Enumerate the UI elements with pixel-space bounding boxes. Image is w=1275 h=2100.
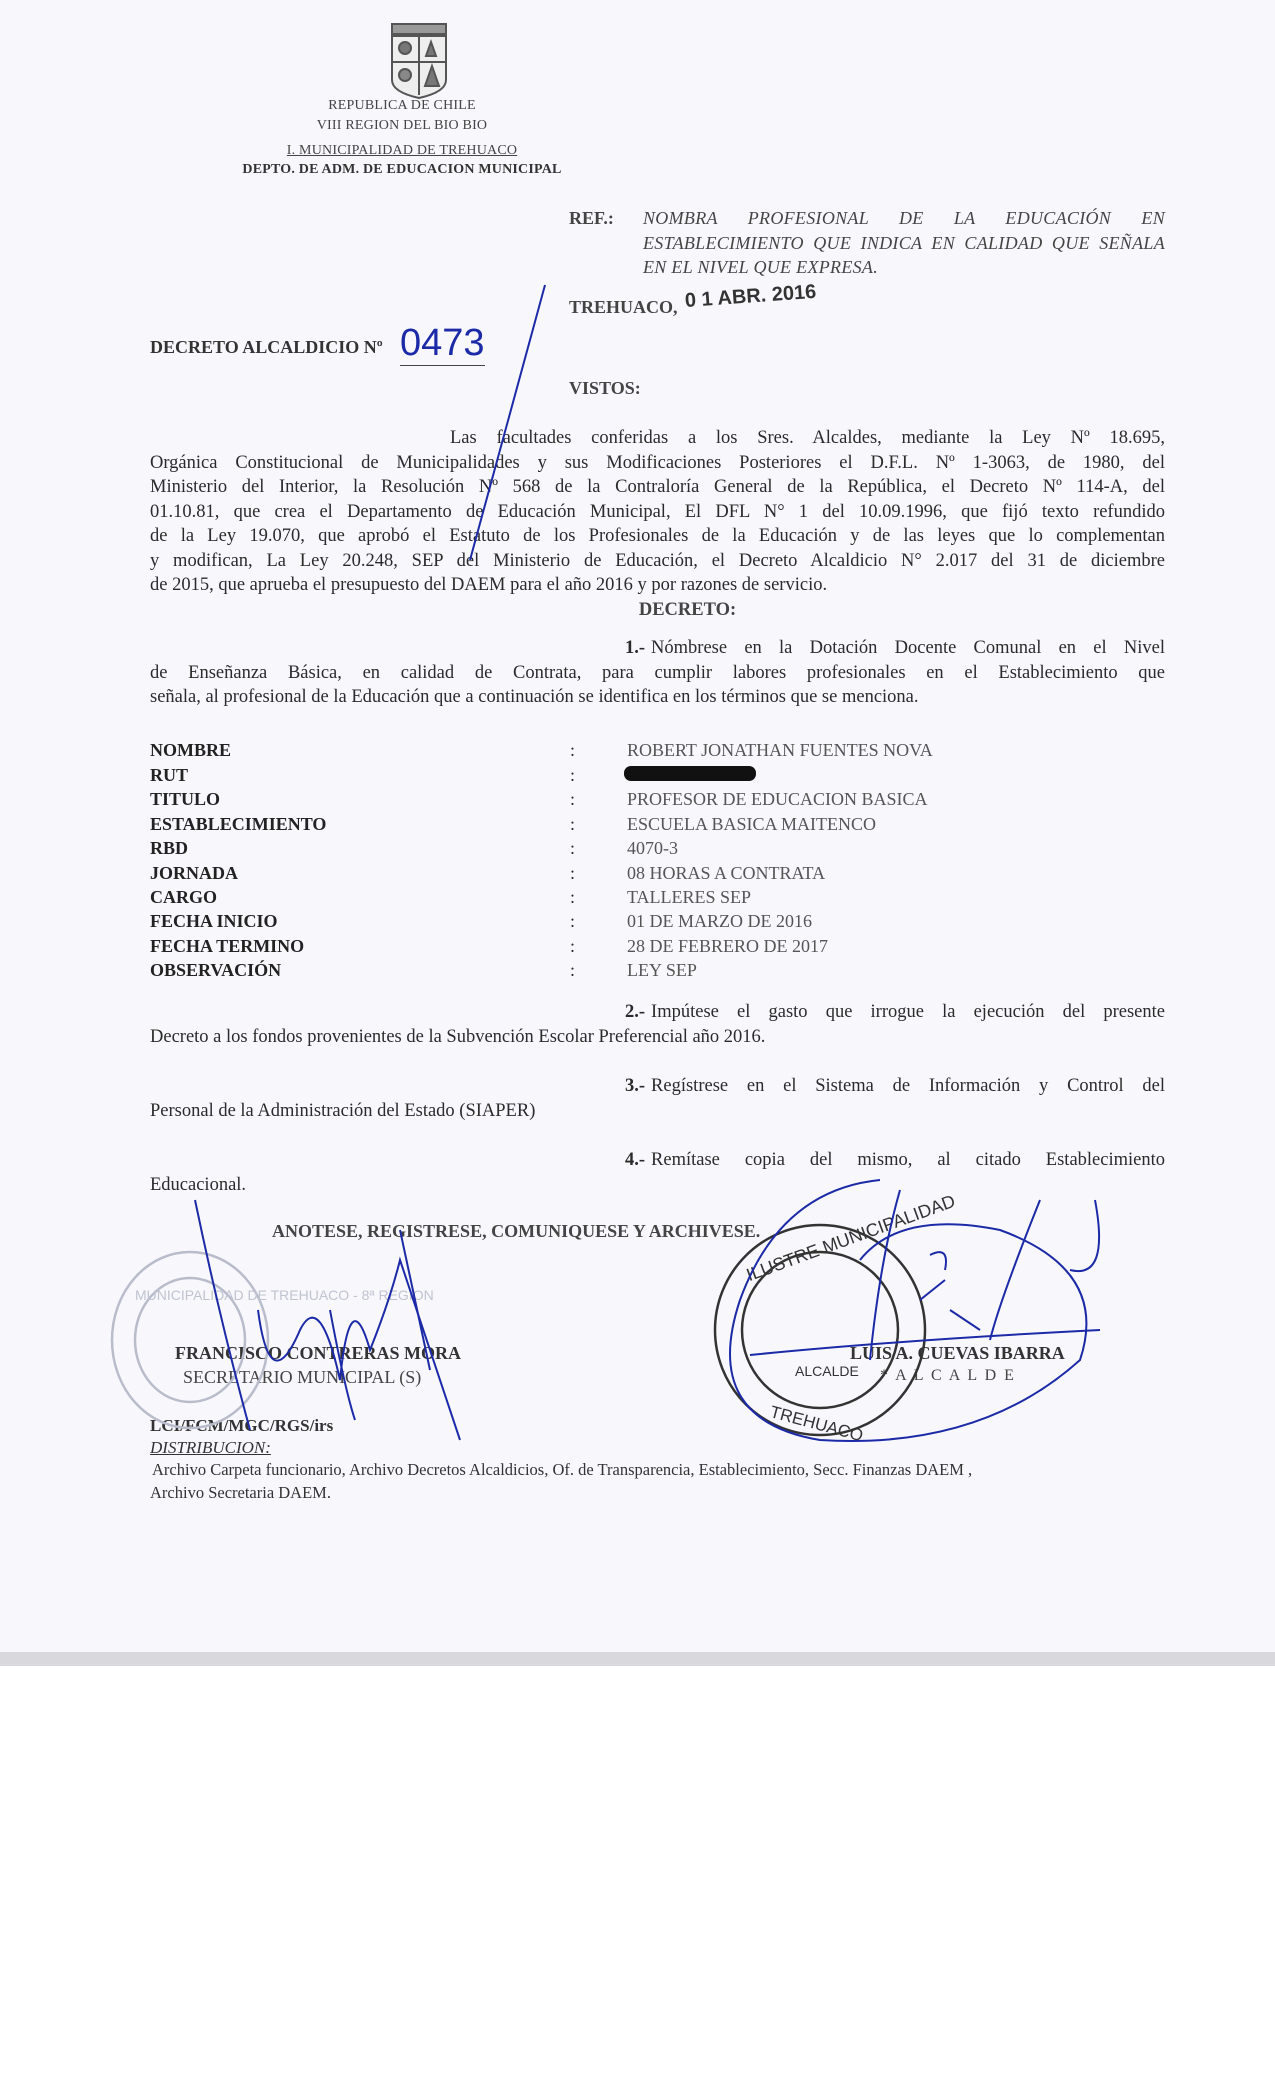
right-stamp-bottom: TREHUACO [768, 1402, 866, 1446]
right-stamp-top: ILUSTRE MUNICIPALIDAD [743, 1190, 958, 1286]
field-colon: : [570, 911, 576, 931]
header-municipality: I. MUNICIPALIDAD DE TREHUACO [286, 143, 518, 158]
field-row-titulo [150, 789, 1170, 813]
field-value: 4070-3 [627, 838, 678, 858]
field-row-rut [150, 765, 1170, 789]
field-colon: : [570, 936, 576, 956]
field-row-cargo [150, 887, 1170, 911]
field-row-fecha-inicio [150, 911, 1170, 935]
vistos-line: Orgánica Constitucional de Municipalidades y sus Modificaciones Posteriores el D.F.L. Nº 1-3063, de 1980, del [150, 452, 1165, 473]
article-number: 2.- [625, 1002, 646, 1022]
article-line: Educacional. [150, 1174, 247, 1195]
field-colon: : [570, 789, 576, 809]
ref-label: REF.: [569, 208, 614, 228]
article-line: Impútese el gasto que irrogue la ejecución del presente [651, 1002, 1165, 1022]
vistos-line: de la Ley 19.070, que aprobó el Estatuto de los Profesionales de la Educación y de las leyes que lo complementan [150, 526, 1165, 546]
secretary-title: SECRETARIO MUNICIPAL (S) [183, 1367, 422, 1387]
field-value: LEY SEP [627, 960, 697, 980]
vistos-label: VISTOS: [569, 378, 641, 398]
field-row-establecimiento [150, 814, 1170, 838]
article-number: 3.- [625, 1076, 646, 1096]
page-edge [0, 1652, 1275, 1666]
article-3 [150, 1074, 1165, 1123]
ref-line-2: ESTABLECIMIENTO QUE INDICA EN CALIDAD QUE SEÑALA [643, 233, 1165, 253]
field-row-jornada [150, 863, 1170, 887]
distribution-line: Archivo Carpeta funcionario, Archivo Decretos Alcaldicios, Of. de Transparencia, Establecimiento, Secc. Finanzas DAEM , [152, 1460, 973, 1479]
left-stamp-text: MUNICIPALIDAD DE TREHUACO - 8ª REGION [135, 1287, 434, 1303]
article-line: Remítase copia del mismo, al citado Establecimiento [651, 1150, 1165, 1170]
article-line: Regístrese en el Sistema de Información y Control del [651, 1076, 1165, 1096]
field-value: ROBERT JONATHAN FUENTES NOVA [627, 740, 933, 760]
vistos-line: y modifican, La Ley 20.248, SEP del Ministerio de Educación, el Decreto Alcaldicio N° 2.017 del 31 de diciembre [150, 550, 1165, 571]
distribution-line: Archivo Secretaria DAEM. [150, 1483, 331, 1502]
field-label: FECHA TERMINO [150, 936, 305, 956]
field-label: ESTABLECIMIENTO [150, 814, 327, 834]
field-label: OBSERVACIÓN [150, 960, 282, 980]
right-stamp-middle: ALCALDE [795, 1363, 859, 1379]
field-colon: : [570, 960, 576, 980]
field-row-observaci-n [150, 960, 1170, 984]
field-row-rbd [150, 838, 1170, 862]
header-region: VIII REGION DEL BIO BIO [316, 118, 488, 133]
decree-label: DECRETO ALCALDICIO Nº [150, 337, 383, 357]
article-line: señala, al profesional de la Educación que a continuación se identifica en los términos que se menciona. [150, 687, 919, 707]
field-label: FECHA INICIO [150, 911, 278, 931]
field-label: NOMBRE [150, 740, 231, 760]
decreto-heading: DECRETO: [638, 599, 737, 620]
secretary-name: FRANCISCO CONTRERAS MORA [175, 1343, 462, 1363]
field-colon: : [570, 838, 576, 858]
field-colon: : [570, 765, 576, 785]
closing-formula: ANOTESE, REGISTRESE, COMUNIQUESE Y ARCHIVESE. [272, 1221, 761, 1241]
field-row-fecha-termino [150, 936, 1170, 960]
ref-line-3: EN EL NIVEL QUE EXPRESA. [643, 257, 879, 277]
field-value: 28 DE FEBRERO DE 2017 [627, 936, 829, 956]
decree-number: 0473 [400, 322, 485, 364]
article-line: Personal de la Administración del Estado (SIAPER) [150, 1100, 536, 1121]
field-value: 08 HORAS A CONTRATA [627, 863, 826, 883]
field-value: TALLERES SEP [627, 887, 752, 907]
initials: LCI/FCM/MGC/RGS/irs [150, 1416, 334, 1435]
article-number: 1.- [625, 638, 646, 658]
article-2 [150, 1000, 1165, 1049]
vistos-line: 01.10.81, que crea el Departamento de Educación Municipal, El DFL N° 1 del 10.09.1996, que fijó texto refundido [150, 501, 1165, 522]
article-4 [150, 1148, 1165, 1197]
vistos-line: de 2015, que aprueba el presupuesto del DAEM para el año 2016 y por razones de servicio. [150, 575, 828, 595]
vistos-line: Ministerio del Interior, la Resolución Nº 568 de la Contraloría General de la República, el Decreto Nº 114-A, del [150, 477, 1165, 497]
field-colon: : [570, 887, 576, 907]
field-label: JORNADA [150, 863, 238, 883]
distribution-label: DISTRIBUCION: [150, 1438, 271, 1457]
mayor-name: LUIS A. CUEVAS IBARRA [850, 1343, 1065, 1363]
article-line: Decreto a los fondos provenientes de la Subvención Escolar Preferencial año 2016. [150, 1026, 766, 1047]
article-line: Nómbrese en la Dotación Docente Comunal en el Nivel [651, 638, 1165, 658]
place: TREHUACO, [569, 297, 678, 317]
field-label: TITULO [150, 789, 221, 809]
ref-line-1: NOMBRA PROFESIONAL DE LA EDUCACIÓN EN [643, 208, 1165, 228]
field-label: CARGO [150, 887, 217, 907]
field-colon: : [570, 814, 576, 834]
field-value: ESCUELA BASICA MAITENCO [627, 814, 877, 834]
article-1 [150, 636, 1165, 710]
header-country: REPUBLICA DE CHILE [328, 98, 476, 113]
mayor-title: * A L C A L D E [880, 1367, 1016, 1384]
field-value: PROFESOR DE EDUCACION BASICA [627, 789, 928, 809]
vistos-paragraph [150, 426, 1165, 622]
article-number: 4.- [625, 1150, 646, 1170]
field-label: RBD [150, 838, 189, 858]
date-stamp: 0 1 ABR. 2016 [684, 280, 817, 312]
field-value: 01 DE MARZO DE 2016 [627, 911, 812, 931]
field-colon: : [570, 863, 576, 883]
article-line: de Enseñanza Básica, en calidad de Contrata, para cumplir labores profesionales en el Establecimiento que [150, 662, 1165, 683]
header-department: DEPTO. DE ADM. DE EDUCACION MUNICIPAL [242, 162, 562, 177]
field-colon: : [570, 740, 576, 760]
field-row-nombre [150, 740, 1170, 764]
vistos-line: Las facultades conferidas a los Sres. Alcaldes, mediante la Ley Nº 18.695, [450, 428, 1165, 448]
field-label: RUT [150, 765, 189, 785]
